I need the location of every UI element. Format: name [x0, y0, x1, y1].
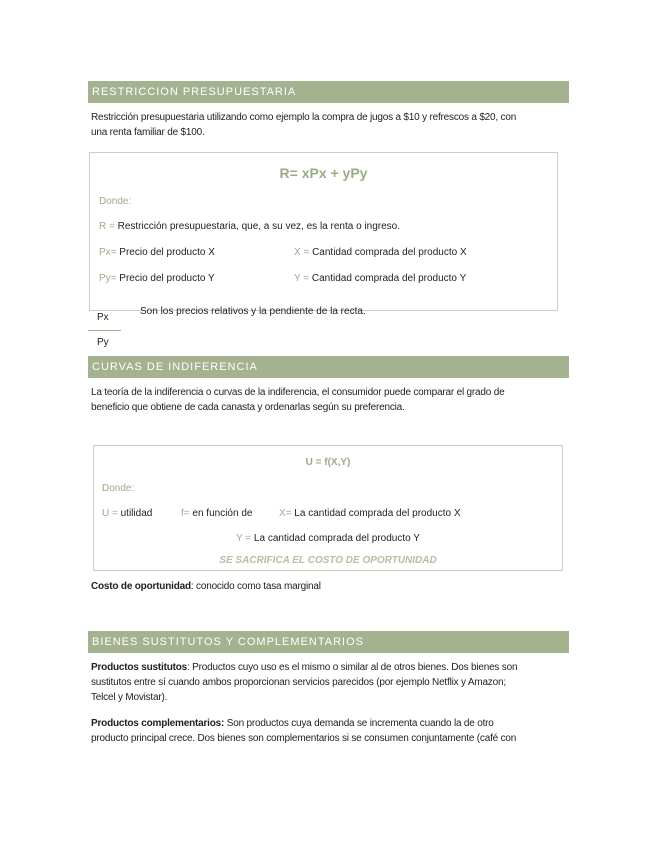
fraction-description: Son los precios relativos y la pendiente de la recta. [140, 306, 366, 317]
def-x-label: X= [279, 508, 292, 519]
donde-label: Donde: [102, 483, 135, 494]
complementarios-paragraph [91, 716, 561, 746]
def-x [294, 247, 467, 258]
costo-text: : conocido como tasa marginal [190, 581, 321, 592]
def-x-text: Cantidad comprada del producto X [312, 247, 467, 258]
def-x-text: La cantidad comprada del producto X [294, 508, 461, 519]
def-u-text: utilidad [120, 508, 153, 519]
sustitutos-term: Productos sustitutos [91, 662, 188, 673]
def-y [294, 273, 466, 284]
donde-label: Donde: [99, 196, 132, 207]
paragraph-line: sustitutos entre sí cuando ambos proporcionan servicios parecidos (por ejemplo Netflix y Amazon; [91, 677, 506, 688]
def-f-label: f= [181, 508, 190, 519]
intro-line: una renta familiar de $100. [91, 127, 205, 138]
costo-term: Costo de oportunidad [91, 581, 191, 592]
def-px-text: Precio del producto X [119, 247, 215, 258]
section-banner-restriccion: RESTRICCION PRESUPUESTARIA [88, 81, 569, 103]
def-r-text: Restricción presupuestaria, que, a su vez, es la renta o ingreso. [117, 221, 400, 232]
curvas-intro [91, 385, 561, 415]
def-y [94, 533, 562, 544]
def-y-label: Y = [236, 533, 252, 544]
def-py-label: Py= [99, 273, 117, 284]
def-u [102, 508, 152, 519]
def-py-text: Precio del producto Y [119, 273, 215, 284]
section-banner-curvas: CURVAS DE INDIFERENCIA [88, 356, 569, 378]
restriccion-intro [91, 110, 561, 140]
paragraph-line: producto principal crece. Dos bienes son complementarios si se consumen conjuntamente (café con [91, 733, 517, 744]
def-px-label: Px= [99, 247, 117, 258]
intro-line: Restricción presupuestaria utilizando como ejemplo la compra de jugos a $10 y refrescos a $20, con [91, 112, 517, 123]
paragraph-line: Telcel y Movistar). [91, 692, 168, 703]
def-y-text: Cantidad comprada del producto Y [311, 273, 467, 284]
def-py [99, 273, 215, 284]
intro-line: La teoría de la indiferencia o curvas de la indiferencia, el consumidor puede comparar el grado de [91, 387, 505, 398]
def-r-label: R = [99, 221, 115, 232]
costo-oportunidad [91, 581, 321, 592]
def-f [181, 508, 252, 519]
def-y-text: La cantidad comprada del producto Y [253, 533, 420, 544]
complementarios-term: Productos complementarios: [91, 718, 225, 729]
formula-restriccion: R= xPx + yPy [279, 165, 368, 181]
def-x-label: X = [294, 247, 310, 258]
def-r [99, 221, 400, 232]
complementarios-text: Son productos cuya demanda se incrementa cuando la de otro [224, 718, 494, 729]
section-banner-bienes: BIENES SUSTITUTOS Y COMPLEMENTARIOS [88, 631, 569, 653]
formula-box-curvas [93, 445, 563, 571]
fraction-bar [88, 330, 121, 331]
def-x [279, 508, 461, 519]
formula-box-restriccion [89, 152, 558, 311]
intro-line: beneficio que obtiene de cada canasta y ordenarlas según su preferencia. [91, 402, 405, 413]
sustitutos-text: : Productos cuyo uso es el mismo o similar al de otros bienes. Dos bienes son [187, 662, 518, 673]
paragraph-line [91, 660, 561, 675]
fraction-numerator: Px [97, 312, 109, 323]
def-f-text: en función de [192, 508, 253, 519]
formula-utilidad: U = f(X,Y) [305, 457, 351, 468]
sustitutos-paragraph [91, 660, 561, 705]
def-y-label: Y = [294, 273, 310, 284]
paragraph-line [91, 716, 561, 731]
sacrifice-caption: SE SACRIFICA EL COSTO DE OPORTUNIDAD [219, 555, 437, 566]
def-u-label: U = [102, 508, 118, 519]
fraction-denominator: Py [97, 337, 109, 348]
def-px [99, 247, 215, 258]
